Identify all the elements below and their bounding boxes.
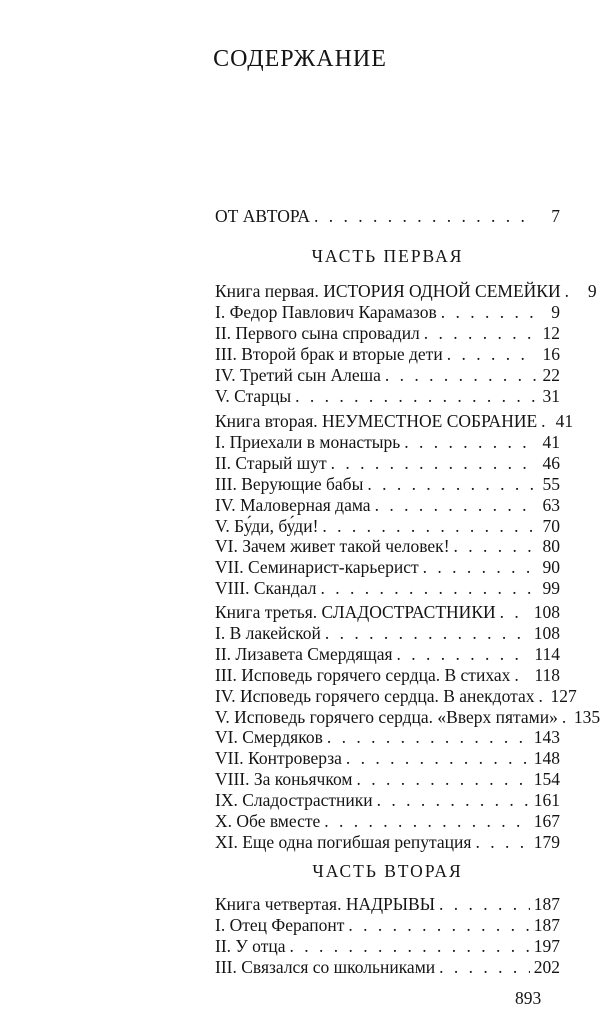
toc-chapter-entry[interactable] — [215, 474, 560, 494]
toc-entry-page: 108 — [533, 622, 560, 643]
toc-chapter-entry[interactable] — [215, 536, 560, 556]
toc-entry-page: 9 — [551, 301, 560, 322]
dot-leader — [424, 323, 536, 343]
dot-leader — [346, 748, 530, 768]
dot-leader — [327, 727, 530, 747]
part-one-heading: ЧАСТЬ ПЕРВАЯ — [311, 246, 464, 266]
toc-entry-page: 154 — [533, 769, 560, 790]
toc-chapter-entry[interactable] — [215, 432, 560, 452]
toc-entry-label: IV. Третий сын Алеша — [215, 364, 381, 385]
dot-leader — [397, 644, 531, 664]
toc-entry-label: V. Исповедь горячего сердца. «Вверх пятами» — [215, 706, 558, 727]
toc-book-entry[interactable] — [215, 894, 560, 914]
dot-leader — [325, 623, 530, 643]
toc-entry-page: 22 — [542, 364, 560, 385]
toc-entry-page: 9 — [587, 281, 597, 301]
dot-leader — [514, 665, 530, 685]
toc-chapter-entry[interactable] — [215, 665, 560, 685]
toc-chapter-entry[interactable] — [215, 790, 560, 810]
toc-entry-page: 16 — [542, 343, 560, 364]
toc-entry-label: XI. Еще одна погибшая репутация — [215, 831, 472, 852]
dot-leader — [295, 386, 536, 406]
toc-entry-label: I. Отец Ферапонт — [215, 914, 345, 935]
toc-entry-label: VI. Смердяков — [215, 727, 323, 748]
dot-leader — [562, 707, 570, 727]
toc-entry-page: 118 — [534, 664, 560, 685]
toc-chapter-entry[interactable] — [215, 832, 560, 852]
toc-chapter-entry[interactable] — [215, 936, 560, 956]
toc-chapter-entry[interactable] — [215, 811, 560, 831]
toc-entry-label: V. Бу́ди, бу́ди! — [215, 515, 319, 536]
page-number: 893 — [515, 988, 542, 1008]
toc-entry-label: IV. Маловерная дама — [215, 494, 371, 515]
dot-leader — [541, 411, 549, 431]
dot-leader — [375, 495, 536, 515]
toc-chapter-entry[interactable] — [215, 344, 560, 364]
toc-entry-label: II. Старый шут — [215, 452, 327, 473]
dot-leader — [324, 811, 529, 831]
toc-entry-page: 187 — [533, 914, 560, 935]
toc-entry-label: Книга третья. СЛАДОСТРАСТНИКИ — [215, 602, 496, 622]
toc-entry-page: 114 — [534, 643, 560, 664]
dot-leader — [377, 790, 530, 810]
page-title: СОДЕРЖАНИЕ — [213, 46, 387, 72]
toc-entry-label: ОТ АВТОРА — [215, 206, 311, 226]
toc-entry-label: II. Первого сына спровадил — [215, 322, 420, 343]
dot-leader — [447, 344, 536, 364]
toc-entry-label: IV. Исповедь горячего сердца. В анекдотах — [215, 685, 535, 706]
toc-entry-label: VII. Семинарист-карьерист — [215, 557, 419, 578]
dot-leader — [289, 936, 529, 956]
toc-entry-preface[interactable] — [215, 206, 560, 226]
toc-chapter-entry[interactable] — [215, 557, 560, 577]
toc-entry-page: 63 — [542, 494, 560, 515]
toc-entry-page: 55 — [542, 473, 560, 494]
toc-entry-label: I. В лакейской — [215, 622, 321, 643]
toc-entry-label: I. Приехали в монастырь — [215, 431, 401, 452]
toc-entry-page: 31 — [542, 385, 560, 406]
toc-entry-page: 197 — [533, 935, 560, 956]
dot-leader — [538, 686, 546, 706]
toc-entry-page: 143 — [533, 727, 560, 748]
dot-leader — [348, 915, 529, 935]
dot-leader — [439, 957, 530, 977]
dot-leader — [331, 453, 536, 473]
toc-entry-label: VIII. За коньячком — [215, 769, 353, 790]
dot-leader — [320, 578, 536, 598]
toc-entry-label: IX. Сладострастники — [215, 790, 373, 811]
toc-entry-label: VIII. Скандал — [215, 578, 317, 599]
toc-chapter-entry[interactable] — [215, 365, 560, 385]
toc-entry-label: II. Лизавета Смердящая — [215, 643, 393, 664]
toc-entry-page: 12 — [542, 322, 560, 343]
toc-entry-label: Книга вторая. НЕУМЕСТНОЕ СОБРАНИЕ — [215, 411, 538, 431]
toc-entry-page: 108 — [533, 602, 560, 622]
toc-entry-page: 127 — [550, 685, 577, 706]
toc-chapter-entry[interactable] — [215, 769, 560, 789]
dot-leader — [439, 894, 530, 914]
toc-book-entry[interactable] — [215, 281, 597, 301]
toc-entry-label: X. Обе вместе — [215, 811, 321, 831]
toc-entry-page: 179 — [533, 831, 560, 852]
toc-entry-label: I. Федор Павлович Карамазов — [215, 301, 437, 322]
dot-leader — [314, 206, 536, 226]
part-two-heading: ЧАСТЬ ВТОРАЯ — [312, 861, 463, 881]
toc-entry-label: VII. Контроверза — [215, 748, 342, 769]
toc-book-entry[interactable] — [215, 411, 574, 431]
toc-entry-label: Книга четвертая. НАДРЫВЫ — [215, 894, 435, 914]
dot-leader — [454, 536, 536, 556]
toc-book-entry[interactable] — [215, 602, 560, 622]
toc-entry-label: III. Связался со школьниками — [215, 956, 436, 977]
toc-chapter-entry[interactable] — [215, 706, 600, 727]
toc-entry-label: III. Исповедь горячего сердца. В стихах — [215, 664, 511, 685]
toc-entry-page: 161 — [533, 790, 560, 811]
toc-chapter-entry[interactable] — [215, 727, 560, 747]
toc-entry-label: Книга первая. ИСТОРИЯ ОДНОЙ СЕМЕЙКИ — [215, 281, 561, 301]
dot-leader — [367, 474, 536, 494]
toc-entry-page: 80 — [542, 536, 560, 557]
toc-entry-page: 7 — [551, 206, 560, 226]
toc-chapter-entry[interactable] — [215, 685, 577, 706]
dot-leader — [500, 602, 530, 622]
toc-entry-page: 41 — [555, 411, 574, 431]
toc-chapter-entry[interactable] — [215, 578, 560, 598]
toc-entry-label: V. Старцы — [215, 385, 292, 406]
toc-chapter-entry[interactable] — [215, 623, 560, 643]
toc-chapter-entry[interactable] — [215, 453, 560, 473]
toc-chapter-entry[interactable] — [215, 748, 560, 768]
toc-entry-page: 90 — [542, 557, 560, 578]
toc-entry-label: III. Верующие бабы — [215, 473, 364, 494]
toc-entry-page: 99 — [542, 578, 560, 599]
dot-leader — [356, 769, 529, 789]
toc-entry-page: 135 — [573, 706, 600, 727]
toc-chapter-entry[interactable] — [215, 957, 560, 977]
toc-entry-page: 41 — [542, 431, 560, 452]
toc-chapter-entry[interactable] — [215, 516, 560, 536]
toc-chapter-entry[interactable] — [215, 323, 560, 343]
dot-leader — [385, 365, 536, 385]
toc-entry-page: 202 — [533, 956, 560, 977]
dot-leader — [565, 281, 573, 301]
toc-entry-page: 187 — [533, 894, 560, 914]
dot-leader — [423, 557, 536, 577]
toc-entry-page: 167 — [533, 811, 560, 831]
toc-chapter-entry[interactable] — [215, 915, 560, 935]
dot-leader — [404, 432, 536, 452]
toc-chapter-entry[interactable] — [215, 644, 560, 664]
toc-entry-label: III. Второй брак и вторые дети — [215, 343, 443, 364]
dot-leader — [441, 302, 536, 322]
dot-leader — [475, 832, 529, 852]
toc-entry-label: II. У отца — [215, 935, 286, 956]
toc-entry-page: 148 — [533, 748, 560, 769]
toc-chapter-entry[interactable] — [215, 386, 560, 406]
toc-chapter-entry[interactable] — [215, 302, 560, 322]
toc-chapter-entry[interactable] — [215, 495, 560, 515]
dot-leader — [322, 516, 536, 536]
toc-entry-page: 46 — [542, 452, 560, 473]
toc-entry-label: VI. Зачем живет такой человек! — [215, 536, 450, 557]
toc-entry-page: 70 — [542, 515, 560, 536]
